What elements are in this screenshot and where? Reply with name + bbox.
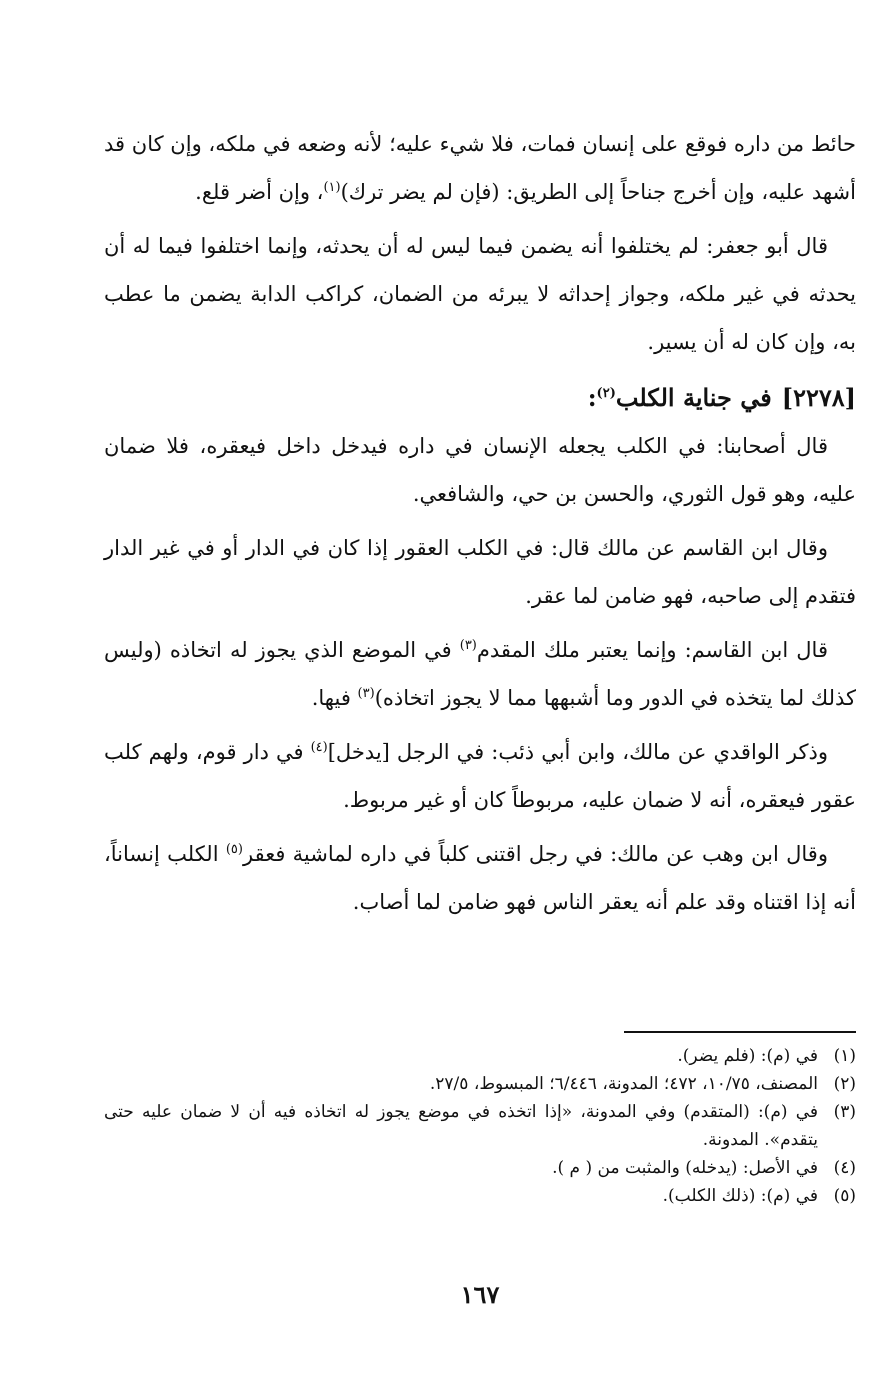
paragraph-5 (104, 626, 856, 722)
footnote-text: في (م): (ذلك الكلب). (662, 1186, 818, 1206)
footnote-ref-5[interactable]: (٥) (225, 842, 243, 857)
footnote-text: في (م): (المتقدم) وفي المدونة، «إذا اتخذه في موضع يجوز له اتخاذه فيه أن لا ضمان عليه حتى يتقدم». المدونة. (104, 1102, 818, 1150)
footnote-item (104, 1042, 856, 1070)
paragraph-1-end: ، وإن أضر قلع. (195, 180, 324, 204)
paragraph-1-text: حائط من داره فوقع على إنسان فمات، فلا شيء عليه؛ لأنه وضعه في ملكه، وإن كان قد أشهد عليه، وإن أخرج جناحاً إلى الطريق: (فإن لم يضر ترك) (104, 132, 856, 204)
footnote-item (104, 1182, 856, 1210)
footnote-ref-1[interactable]: (١) (323, 180, 341, 195)
footnote-item (104, 1154, 856, 1182)
footnote-number: (٥) (833, 1186, 856, 1206)
paragraph-3: قال أصحابنا: في الكلب يجعله الإنسان في داره فيدخل داخل فيعقره، فلا ضمان عليه، وهو قول الثوري، والحسن بن حي، والشافعي. (104, 434, 856, 506)
section-number: [٢٢٧٨] (781, 383, 856, 412)
paragraph-5-text-c: فيها. (311, 686, 358, 710)
paragraph-5-text-a: قال ابن القاسم: وإنما يعتبر ملك المقدم (476, 638, 828, 662)
footnote-number: (٣) (833, 1102, 856, 1122)
section-title-colon: : (587, 383, 597, 412)
paragraph-4: وقال ابن القاسم عن مالك قال: في الكلب العقور إذا كان في الدار أو في غير الدار فتقدم إلى صاحبه، فهو ضامن لما عقر. (104, 536, 856, 608)
paragraph-7-text-a: وقال ابن وهب عن مالك: في رجل اقتنى كلباً في داره لماشية فعقر (242, 842, 828, 866)
paragraph-7 (104, 830, 856, 926)
footnote-ref-3b[interactable]: (٣) (357, 686, 375, 701)
footnote-ref-4[interactable]: (٤) (310, 740, 328, 755)
paragraph-1 (104, 120, 856, 216)
footnote-item (104, 1098, 856, 1154)
paragraph-6-text-a: وذكر الواقدي عن مالك، وابن أبي ذئب: في الرجل [يدخل] (327, 740, 828, 764)
footnotes (104, 1042, 856, 1210)
footnote-divider (624, 1031, 856, 1033)
footnote-text: المصنف، ١٠/٧٥، ٤٧٢؛ المدونة، ٦/٤٤٦؛ المبسوط، ٢٧/٥. (429, 1074, 818, 1094)
footnote-ref-2[interactable]: (٢) (596, 386, 616, 401)
paragraph-7-text-b: الكلب إنساناً، أنه إذا اقتناه وقد علم أنه يعقر الناس فهو ضامن لما أصاب. (104, 842, 856, 914)
paragraph-6 (104, 728, 856, 824)
footnote-text: في (م): (فلم يضر). (677, 1046, 818, 1066)
section-title: في جناية الكلب (615, 383, 772, 412)
footnote-number: (٢) (833, 1074, 856, 1094)
paragraph-5-text-b: في الموضع الذي يجوز له اتخاذه (وليس كذلك لما يتخذه في الدور وما أشبهها مما لا يجوز اتخاذه) (104, 638, 856, 710)
footnote-ref-3a[interactable]: (٣) (459, 638, 477, 653)
footnote-text: في الأصل: (يدخله) والمثبت من ( م ). (552, 1158, 818, 1178)
footnote-number: (١) (833, 1046, 856, 1066)
section-heading (104, 374, 856, 422)
page-body (104, 120, 856, 1360)
paragraph-2: قال أبو جعفر: لم يختلفوا أنه يضمن فيما ليس له أن يحدثه، وإنما اختلفوا فيما له أن يحدثه في غير ملكه، وجواز إحداثه لا يبرئه من الضمان، كراكب الدابة يضمن ما عطب به، وإن كان له أن يسير. (104, 234, 856, 354)
footnote-number: (٤) (833, 1158, 856, 1178)
paragraph-6-text-b: في دار قوم، ولهم كلب عقور فيعقره، أنه لا ضمان عليه، مربوطاً كان أو غير مربوط. (104, 740, 856, 812)
footnote-item (104, 1070, 856, 1098)
page-number: ١٦٧ (460, 1280, 500, 1309)
